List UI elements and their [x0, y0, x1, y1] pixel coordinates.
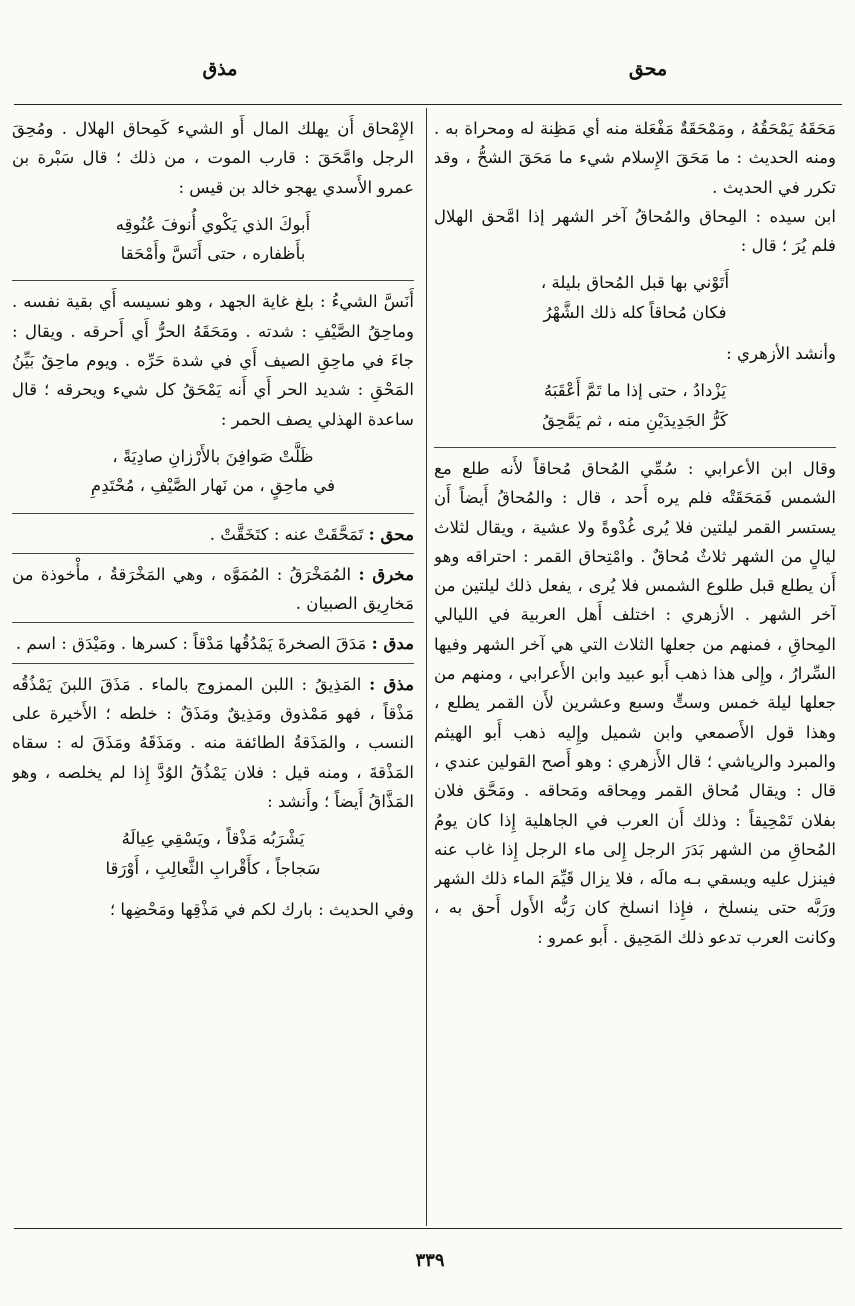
paragraph: أَنَسَّ الشيءُ : بلغ غاية الجهد ، وهو نسيسه أَي بقية نفسه . وماحِقُ الصَّيْفِ : شدته . ومَحَقَهُ الحرُّ أَي أَحرقه . ويقال : جاءَ في ماحِقِ الصيف أَي في شدة حَرِّه . ويوم ماحِقٌ بَيِّنُ المَحْقِ : شديد الحر أَي أَنه يَمْحَقُ كل شيء ويحرقه ؛ قال ساعدة الهذلي يصف الحمر : — [12, 292, 414, 429]
entry-headword: محق : — [368, 523, 414, 544]
left-column — [12, 114, 414, 1214]
dictionary-entry — [12, 560, 414, 619]
entry-text: المُمَخْرَقُ : المُمَوَّه ، وهي المَخْرَقةُ ، مأْخوذة من مَخارِيق الصبيان . — [12, 564, 414, 614]
verse-line: كَرُّ الجَدِيدَيْنِ منه ، ثم يَمَّحِقُ — [542, 410, 728, 430]
paragraph: وفي الحديث : بارك لكم في مَذْقِها ومَحْضِها ؛ — [109, 899, 414, 919]
verse-line: أَتَوْني بها قبل المُحاق بليلة ، — [540, 273, 730, 293]
right-header-word: محق — [628, 58, 668, 80]
entry-text: مَدَقَ الصخرةَ يَمْدُقُها مَدْقاً : كسرها . ومَيْدَق : اسم . — [15, 634, 367, 654]
verse-line: في ماحِقٍ ، من نَهار الصَّيْفِ ، مُحْتَدِمِ — [90, 476, 336, 496]
entry-headword: مذق : — [369, 673, 414, 694]
entry-separator — [12, 663, 414, 664]
entry-separator — [434, 447, 836, 448]
paragraph: وأنشد الأزهري : — [726, 344, 836, 364]
paragraph: وقال ابن الأعرابي : سُمِّي المُحاق مُحاقاً لأَنه طلع مع الشمس فَمَحَقَتْه فلم يره أَحد ، قال : والمُحاقُ أَيضاً أَن يستسر القمر ليلتين فلا يُرى غُدْوةً ولا عشية ، ويقال لثلاث ليالٍ من الشهر ثلاثٌ مُحاقٌ . وامْتِحاق القمر : احتراقه وهو أَن يطلع قبل طلوع الشمس فلا يُرى ، يفعل ذلك ليلتين من آخر الشهر . الأزهري : اختلف أَهل العربية في الليالي المِحاقِ ، فمنهم من جعلها الثلاث التي هي آخر الشهر وفيها السِّرارُ ، وإِلى هذا ذهب أَبو عبيد وابن الأَعرابي ، ومنهم من جعلها ليلة خمس وستٍّ وسبع وعشرين لأَن القمر يطلع ، وهذا قول الأَصمعي وابن شميل وإِليه ذهب أَبو الهيثم والمبرد والرياشي ؛ قال الأَزهري : وهو أَصح القولين عندي ، قال : ويقال مُحاق القمر ومِحاقه ومَحاقه . ومَحَّق فلان بفلان تَمْحِيقاً : وذلك أَن العرب في الجاهلية إِذا كان يومُ المُحاقِ من الشهر بَدَرَ الرجل إِلى ماء الرجل إِذا غاب عنه فينزل عليه ويسقي بـه مالَه ، فلا يزال قَيِّمَ الماء ذلك الشهر ورَبَّه حتى ينسلخ ، فإِذا انسلخ كان رَبُّه الأَول أَحق به ، وكانت العرب تدعو ذلك المَحِيق . أَبو عمرو : — [434, 458, 836, 947]
bottom-rule — [14, 1228, 842, 1229]
verse-line: أَبوكَ الذي يَكْوي أُنوفَ عُنُوقِه — [115, 214, 311, 234]
verse-line: بأَظفاره ، حتى أَنَسَّ وأَمْحَقا — [120, 244, 306, 264]
column-divider — [426, 108, 427, 1226]
entry-headword: مدق : — [371, 633, 414, 654]
paragraph: مَحَقَهُ يَمْحَقُهُ ، ومَمْحَقَةٌ مَفْعَلة منه أي مَظِنة له ومحراة به . ومنه الحديث : ما مَحَقَ الإِسلام شيء ما مَحَقَ الشحُّ ، وقد تكرر في الحديث . — [434, 119, 836, 197]
dictionary-entry — [12, 670, 414, 816]
entry-separator — [12, 622, 414, 623]
entry-headword: مخرق : — [358, 563, 414, 584]
paragraph: ابن سيده : المِحاق والمُحاقُ آخر الشهر إذا امَّحق الهلال فلم يُرَ ؛ قال : — [434, 206, 836, 256]
verse-line: سَجاجاً ، كأَقْرابِ الثَّعالِبِ ، أَوْرَقا — [105, 858, 321, 878]
entry-separator — [12, 280, 414, 281]
verse-line: يَزْدادُ ، حتى إذا ما تَمَّ أَعْقَبَهُ — [543, 381, 727, 401]
entry-text: المَذِيقُ : اللبن الممزوج بالماء . مَذَقَ اللبنَ يَمْذُقُه مَذْقاً ، فهو مَمْذوق ومَذِيقٌ ومَذَقٌ : خلطه ؛ الأَخيرة على النسب ، والمَذَقةُ الطائفة منه . ومَذَقَهُ ومَذَقَ له : سقاه المَذْقةَ ، ومنه قيل : فلان يَمْذُقُ الوُدَّ إِذا لم يخلصه ، وهو المَذَّاقُ أَيضاً ؛ وأَنشد : — [12, 674, 414, 811]
dictionary-entry — [12, 520, 414, 549]
top-rule — [14, 104, 842, 105]
verse-line: فكان مُحاقاً كله ذلك الشَّهْرُ — [543, 302, 727, 322]
verse-line: يَشْرَبُه مَذْقاً ، ويَسْقِي عِيالَهُ — [121, 829, 305, 849]
dictionary-entry — [12, 629, 414, 658]
verse-line: ظَلَّتْ صَوافِنَ بالأَرْزانِ صادِيَةً ، — [112, 446, 314, 466]
page-number: ٣٣٩ — [415, 1250, 445, 1271]
left-header-word: مذق — [202, 58, 238, 80]
entry-separator — [12, 513, 414, 514]
paragraph: الإِمْحاق أَن يهلك المال أَو الشيء كَمِحاق الهلال . ومُحِقَ الرجل وامَّحَقَ : قارب الموت ، من ذلك ؛ قال سَبْرة بن عمرو الأَسدي يهجو خالد بن قيس : — [12, 119, 414, 197]
right-column — [434, 114, 836, 1214]
entry-text: تَمَحَّقَتْ عنه : كتَخَقَّتْ . — [209, 524, 364, 544]
entry-separator — [12, 553, 414, 554]
